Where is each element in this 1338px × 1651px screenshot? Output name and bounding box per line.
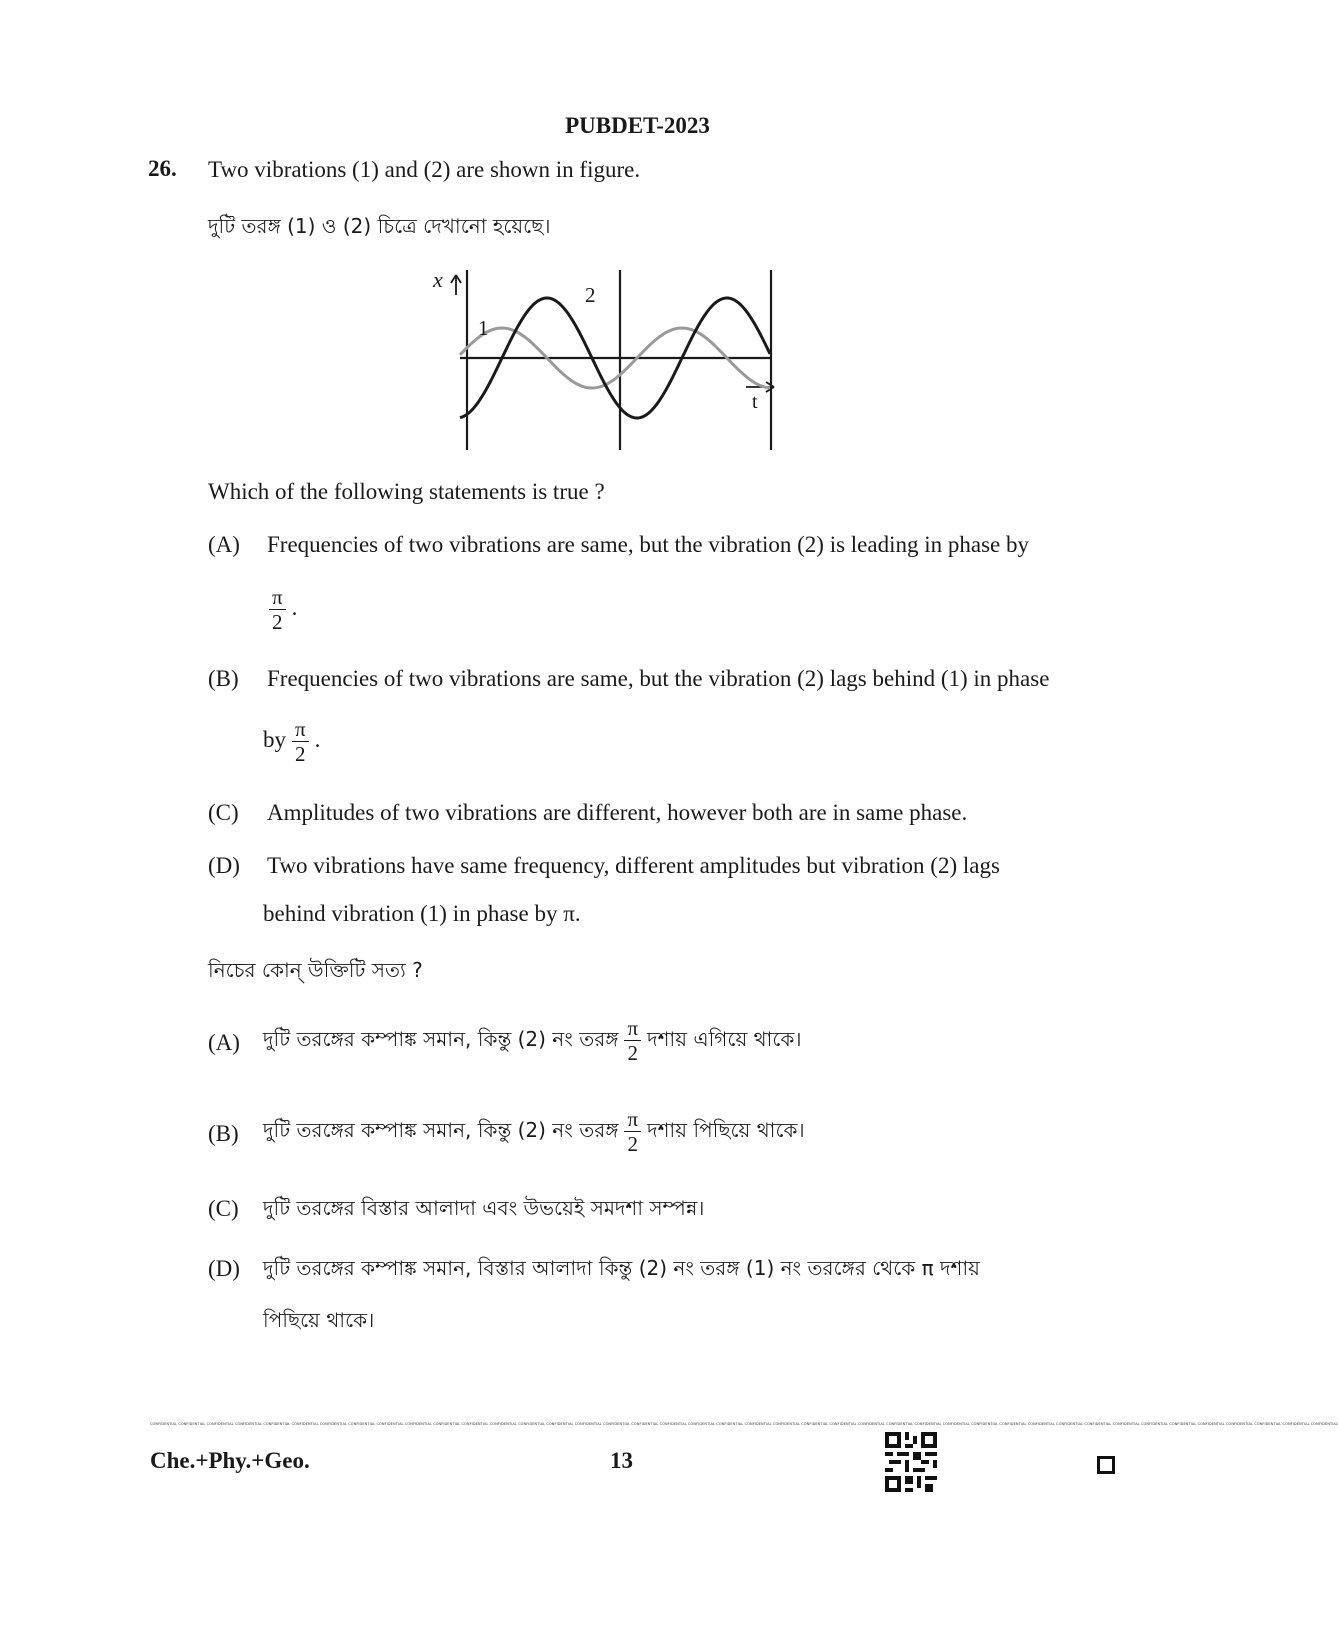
question-number: 26.: [148, 156, 177, 181]
footer-page-number: 13: [610, 1448, 633, 1473]
option-a-bn-text: দুটি তরঙ্গের কম্পাঙ্ক সমান, কিন্তু (2) নং তরঙ্গ $\frac{\pi}{2}$ দশায় এগিয়ে থাকে।: [263, 1016, 802, 1065]
option-d-en-text: Two vibrations have same frequency, different amplitudes but vibration (2) lags: [267, 853, 1000, 878]
option-a-en-fraction: $\frac{\pi}{2}$ .: [263, 585, 297, 634]
confidential-strip: CONFIDENTIAL CONFIDENTIAL CONFIDENTIAL CONFIDENTIAL CONFIDENTIAL CONFIDENTIAL CONFIDENTIAL CONFIDENTIAL CONFIDENTIAL CONFIDENTIAL CONFIDENTIAL CONFIDENTIAL CONFIDENTIAL CONFIDENTIAL CONFIDENTIAL CONFIDENTIAL CONFIDENTIAL CONFIDENTIAL CONFIDENTIAL CONFIDENTIAL CONFIDENTIAL CONFIDENTIAL CONFIDENTIAL CONFIDENTIAL CONFIDENTIAL CONFIDENTIAL CONFIDENTIAL CONFIDENTIAL CONFIDENTIAL CONFIDENTIAL CONFIDENTIAL CONFIDENTIAL CONFIDENTIAL CONFIDENTIAL CONFIDENTIAL CONFIDENTIAL CONFIDENTIAL CONFIDENTIAL CONFIDENTIAL CONFIDENTIAL CONFIDENTIAL CONFIDENTIAL: [150, 1422, 1338, 1426]
option-c-bn-label: (C): [208, 1196, 239, 1221]
option-b-en-label: (B): [208, 666, 239, 691]
option-a-bn-label: (A): [208, 1030, 240, 1055]
option-d-en-label: (D): [208, 853, 240, 878]
wave-2-label: 2: [585, 283, 596, 307]
fraction: $\frac{\pi}{2}$: [624, 1016, 641, 1065]
footer-subjects: Che.+Phy.+Geo.: [150, 1448, 310, 1473]
qr-code-icon: [885, 1432, 937, 1492]
option-d-bn-label: (D): [208, 1256, 240, 1281]
page-header-title: PUBDET-2023: [565, 113, 710, 138]
question-text-en: Two vibrations (1) and (2) are shown in figure.: [208, 157, 641, 182]
prompt-bn: নিচের কোন্ উক্তিটি সত্য ?: [208, 958, 423, 982]
option-a-en-label: (A): [208, 532, 240, 557]
option-d-bn-text: দুটি তরঙ্গের কম্পাঙ্ক সমান, বিস্তার আলাদা কিন্তু (2) নং তরঙ্গ (1) নং তরঙ্গের থেকে π দশায়: [263, 1256, 980, 1280]
option-c-en-text: Amplitudes of two vibrations are different, however both are in same phase.: [267, 800, 968, 825]
option-c-bn-text: দুটি তরঙ্গের বিস্তার আলাদা এবং উভয়েই সমদশা সম্পন্ন।: [263, 1196, 705, 1220]
fraction: $\frac{\pi}{2}$: [624, 1107, 641, 1156]
t-axis-label: t: [752, 391, 758, 413]
square-marker-icon: [1097, 1456, 1115, 1474]
option-d-en-line2: behind vibration (1) in phase by π.: [263, 901, 581, 926]
vibration-figure: [430, 267, 790, 455]
option-a-en-text: Frequencies of two vibrations are same, but the vibration (2) is leading in phase by: [267, 532, 1029, 557]
option-b-bn-label: (B): [208, 1121, 239, 1146]
option-b-bn-text: দুটি তরঙ্গের কম্পাঙ্ক সমান, কিন্তু (2) নং তরঙ্গ $\frac{\pi}{2}$ দশায় পিছিয়ে থাকে।: [263, 1107, 805, 1156]
option-b-en-fraction: by $\frac{\pi}{2}$ .: [263, 717, 321, 766]
fraction: $\frac{\pi}{2}$: [269, 585, 286, 634]
option-b-en-text: Frequencies of two vibrations are same, but the vibration (2) lags behind (1) in phase: [267, 666, 1050, 691]
prompt-en: Which of the following statements is true ?: [208, 479, 605, 504]
wave-1-label: 1: [478, 316, 489, 340]
x-axis-label: x: [433, 267, 443, 292]
option-d-bn-line2: পিছিয়ে থাকে।: [263, 1308, 375, 1332]
fraction: $\frac{\pi}{2}$: [292, 717, 309, 766]
option-c-en-label: (C): [208, 800, 239, 825]
question-text-bn: দুটি তরঙ্গ (1) ও (2) চিত্রে দেখানো হয়েছে।: [208, 214, 551, 238]
